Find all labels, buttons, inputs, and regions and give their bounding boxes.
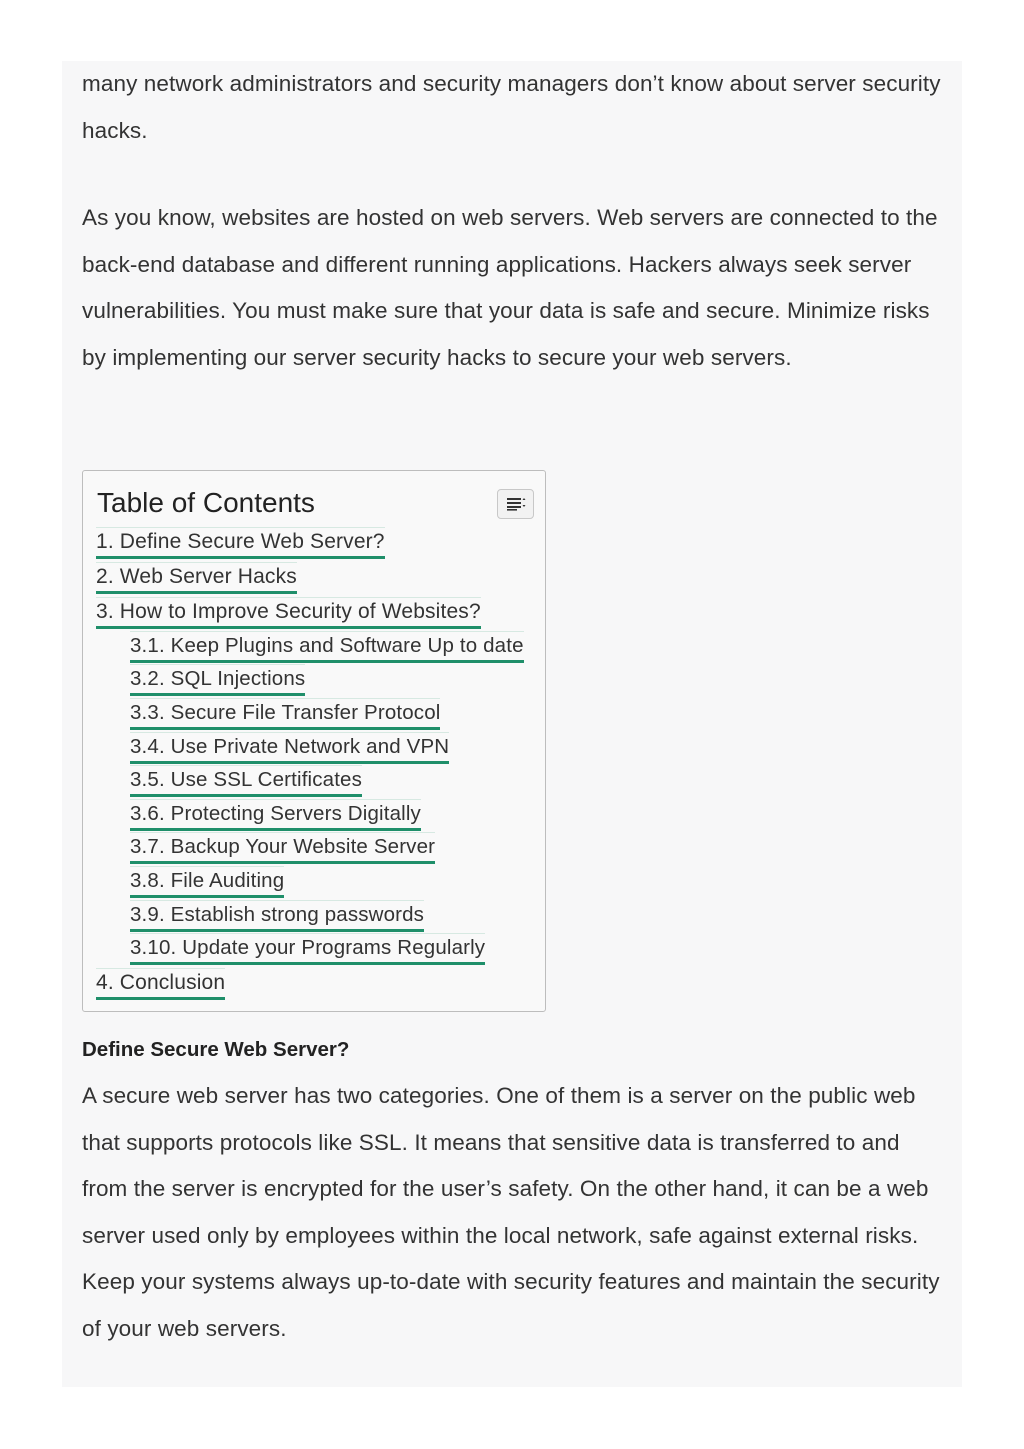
toc-toggle-button[interactable] [497,489,534,519]
toc-item-strong-passwords[interactable]: 3.9. Establish strong passwords [130,900,424,932]
list-toggle-icon [507,497,526,511]
toc-item-define-secure-web-server[interactable]: 1. Define Secure Web Server? [96,527,385,559]
toc-item-improve-security[interactable]: 3. How to Improve Security of Websites? [96,597,481,629]
section-body-paragraph: A secure web server has two categories. One of them is a server on the public web that supports protocols like SSL. It means that sensitive data is transferred to and from the server is encrypted for the user’s safety. On the other hand, it can be a web server used only by employees within the local network, safe against external risks. Keep your systems always up-to-date with security features and maintain the security of your web servers. [82,1083,940,1341]
toc-item-backup-server[interactable]: 3.7. Backup Your Website Server [130,832,435,864]
table-of-contents [82,470,546,1012]
toc-item-sql-injections[interactable]: 3.2. SQL Injections [130,664,305,696]
toc-title: Table of Contents [97,487,315,518]
toc-item-web-server-hacks[interactable]: 2. Web Server Hacks [96,562,297,594]
toc-item-protecting-servers[interactable]: 3.6. Protecting Servers Digitally [130,799,421,831]
toc-item-keep-plugins[interactable]: 3.1. Keep Plugins and Software Up to date [130,631,524,663]
toc-item-ssl-certificates[interactable]: 3.5. Use SSL Certificates [130,765,362,797]
section-heading: Define Secure Web Server? [82,1038,350,1061]
toc-item-secure-ftp[interactable]: 3.3. Secure File Transfer Protocol [130,698,440,730]
toc-item-conclusion[interactable]: 4. Conclusion [96,968,225,1000]
intro-paragraph-2: As you know, websites are hosted on web servers. Web servers are connected to the back-end database and different running applications. Hackers always seek server vulnerabilities. You must make sure that your data is safe and secure. Minimize risks by implementing our server security hacks to secure your web servers. [82,205,938,370]
document-page [62,61,962,1387]
toc-item-update-programs[interactable]: 3.10. Update your Programs Regularly [130,933,485,965]
toc-item-file-auditing[interactable]: 3.8. File Auditing [130,866,284,898]
toc-item-private-network-vpn[interactable]: 3.4. Use Private Network and VPN [130,732,449,764]
intro-paragraph-1: many network administrators and security managers don’t know about server security hacks. [82,71,941,143]
